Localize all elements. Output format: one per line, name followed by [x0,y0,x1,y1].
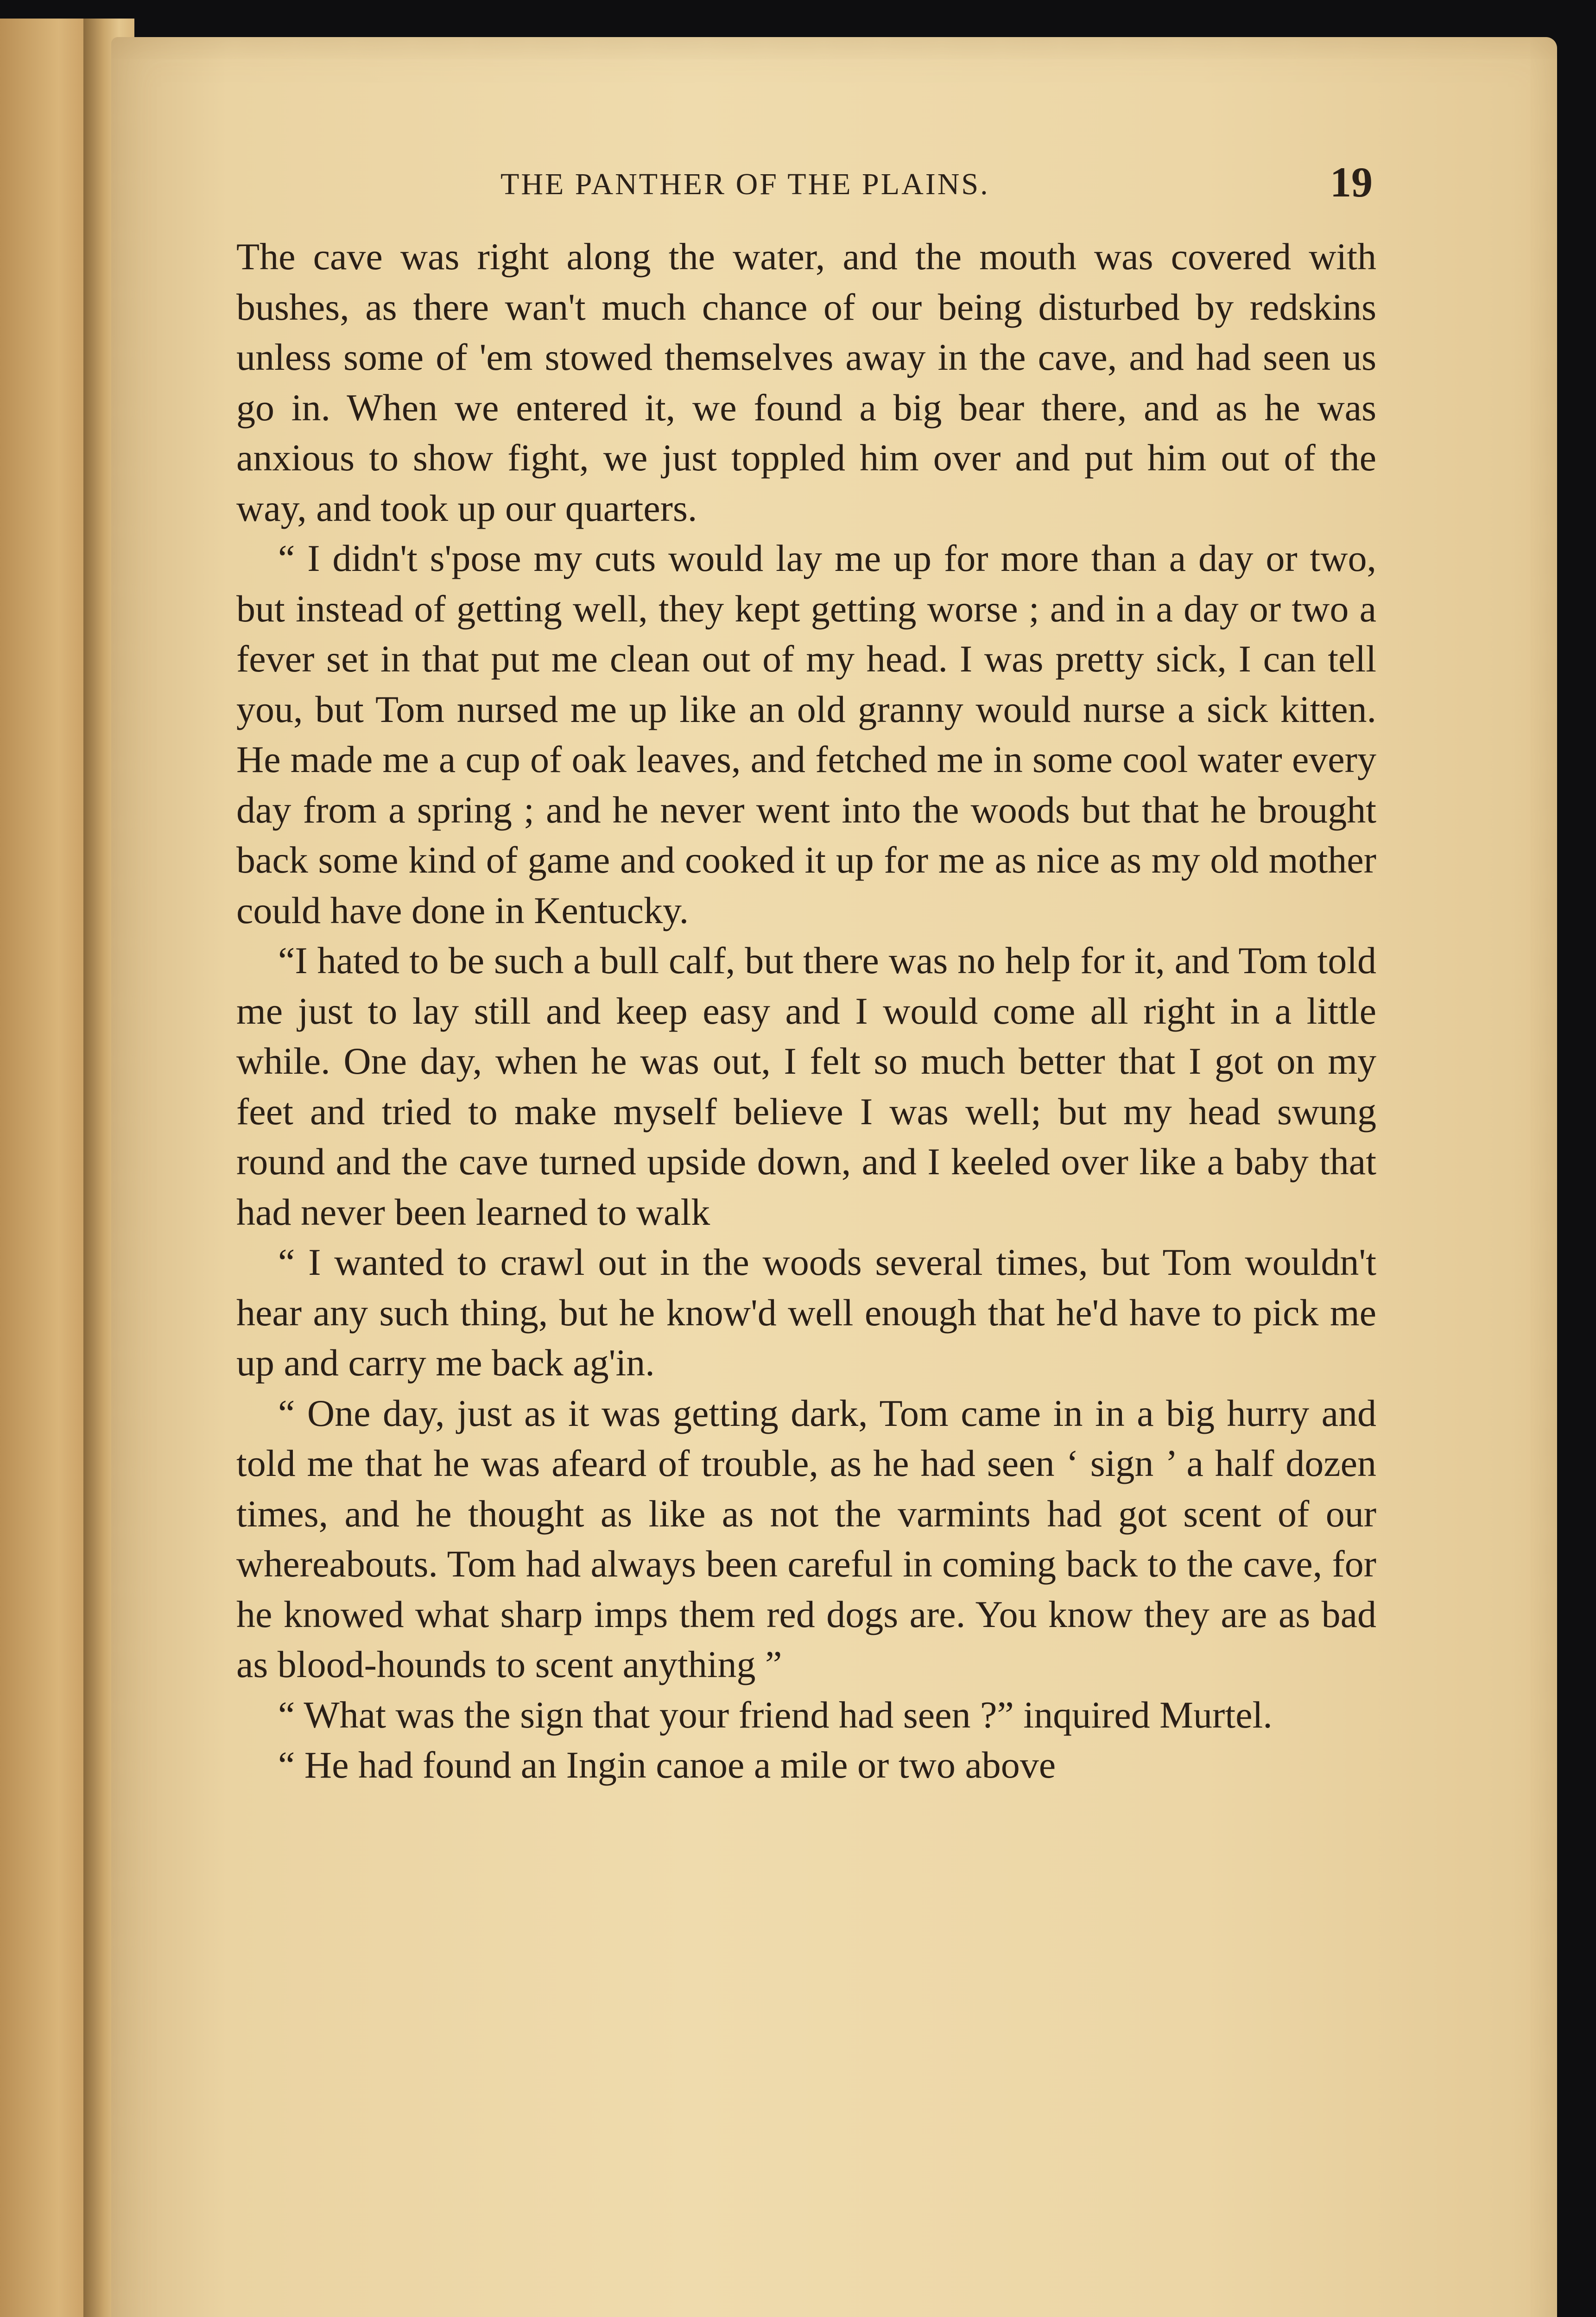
paragraph: “ He had found an Ingin canoe a mile or two above [278,1744,1056,1786]
paragraph: The cave was right along the water, and the mouth was covered with bushes, as there wan't much chance of our being disturbed by redskins unless some of 'em stowed themselves away in the cave, and had seen us go in. When we entered it, we found a big bear there, and as he was anxious to show fight, we just toppled him over and put him out of the way, and took up our quarters. [236,235,1376,529]
page-number: 19 [1330,158,1373,206]
paragraph: “ I wanted to crawl out in the woods several times, but Tom wouldn't hear any such thing, but he know'd well enough that he'd have to pick me up and carry me back ag'in. [236,1241,1376,1384]
running-head: THE PANTHER OF THE PLAINS. [500,167,990,201]
paragraph: “ What was the sign that your friend had seen ?” inquired Murtel. [278,1693,1273,1736]
paragraph: “ One day, just as it was getting dark, Tom came in in a big hurry and told me that he was afeard of trouble, as he had seen ‘ sign ’ a half dozen times, and he thought as like as not the varmints had got scent of our whereabouts. Tom had always been careful in coming back to the cave, for he knowed what sharp imps them red dogs are. You know they are as bad as blood-hounds to scent anything ” [236,1392,1376,1685]
body-text [236,232,1376,1791]
paragraph: “I hated to be such a bull calf, but there was no help for it, and Tom told me just to lay still and keep easy and I would come all right in a little while. One day, when he was out, I felt so much better that I got on my feet and tried to make myself believe I was well; but my head swung round and the cave turned upside down, and I keeled over like a baby that had never been learned to walk [236,939,1376,1233]
paragraph: “ I didn't s'pose my cuts would lay me up for more than a day or two, but instead of getting well, they kept getting worse ; and in a day or two a fever set in that put me clean out of my head. I was pretty sick, I can tell you, but Tom nursed me up like an old granny would nurse a sick kitten. He made me a cup of oak leaves, and fetched me in some cool water every day from a spring ; and he never went into the woods but that he brought back some kind of game and cooked it up for me as nice as my old mother could have done in Kentucky. [236,537,1376,931]
